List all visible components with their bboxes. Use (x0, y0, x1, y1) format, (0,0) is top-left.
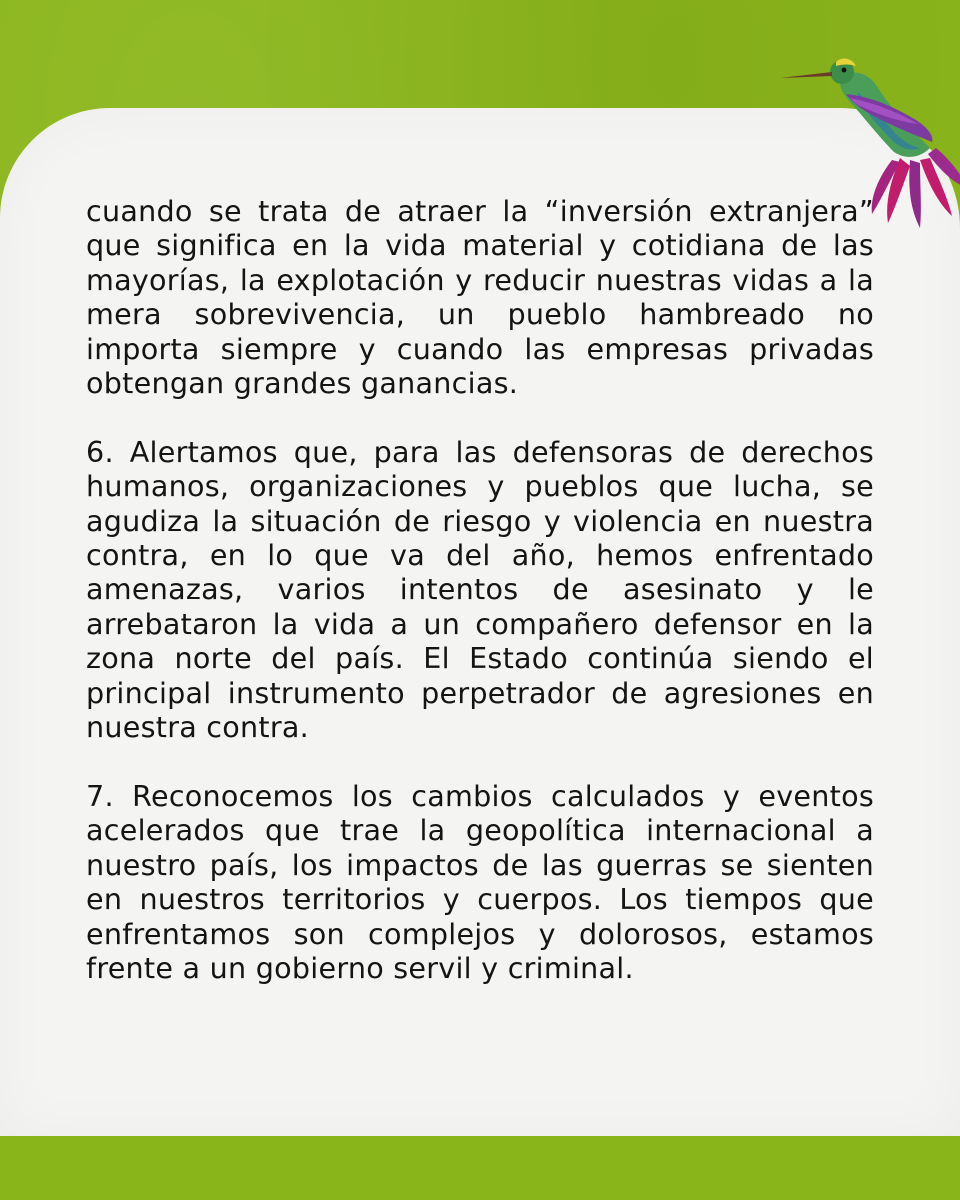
paragraph-point-7: 7. Reconocemos los cambios calculados y eventos acelerados que trae la geopolítica internacional a nuestro país, los impactos de las guerras se sienten en nuestros territorios y cuerpos. Los tiempos que enfrentamos son complejos y dolorosos, estamos frente a un gobierno servil y criminal. (86, 778, 874, 985)
document-body (86, 194, 874, 985)
paragraph-continuation: cuando se trata de atraer la “inversión extranjera” que significa en la vida material y cotidiana de las mayorías, la explotación y reducir nuestras vidas a la mera sobrevivencia, un pueblo hambreado no importa siempre y cuando las empresas privadas obtengan grandes ganancias. (86, 194, 874, 401)
bottom-green-band (0, 1136, 960, 1200)
paragraph-point-6: 6. Alertamos que, para las defensoras de derechos humanos, organizaciones y pueblos que lucha, se agudiza la situación de riesgo y violencia en nuestra contra, en lo que va del año, hemos enfrentado amenazas, varios intentos de asesinato y le arrebataron la vida a un compañero defensor en la zona norte del país. El Estado continúa siendo el principal instrumento perpetrador de agresiones en nuestra contra. (86, 434, 874, 745)
hummingbird-tail (872, 148, 960, 228)
hummingbird-beak (780, 72, 832, 78)
